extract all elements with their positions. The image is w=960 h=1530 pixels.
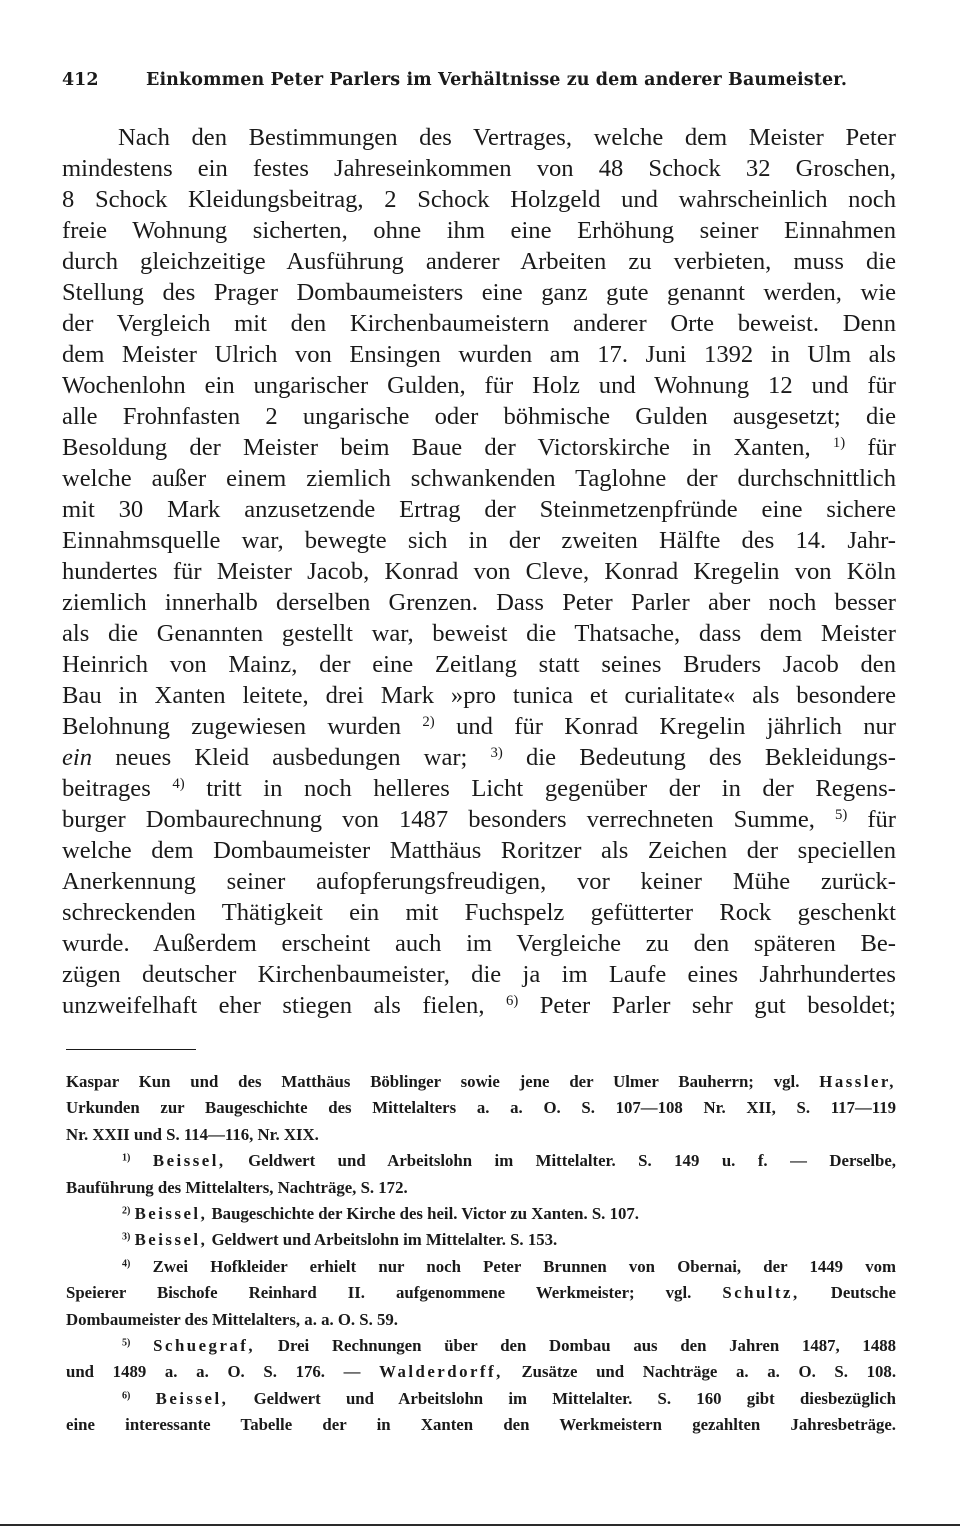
- author-name: Walderdorff,: [379, 1362, 503, 1382]
- page-header: [62, 70, 902, 98]
- footnote-line: Nr. XXII und S. 114—116, Nr. XIX.: [66, 1124, 319, 1144]
- footnote-mark: 3): [122, 1231, 131, 1243]
- footnote-ref: 1): [832, 434, 846, 451]
- text-line: ziemlich innerhalb derselben Grenzen. Dass Peter Parler aber noch besser: [62, 589, 896, 616]
- text-line: mindestens ein festes Jahreseinkommen von 48 Schock 32 Groschen,: [62, 155, 896, 182]
- footnotes: [66, 1069, 896, 1438]
- scan-edge-line: [0, 1524, 960, 1526]
- text-line: als die Genannten gestellt war, beweist die Thatsache, dass dem Meister: [62, 620, 896, 647]
- footnote-divider: [66, 1049, 196, 1050]
- running-title: Einkommen Peter Parlers im Verhältnisse zu dem anderer Baumeister.: [146, 70, 848, 90]
- footnote-line: [66, 1148, 896, 1174]
- author-name: Schultz,: [722, 1283, 800, 1303]
- footnote-line: [66, 1333, 896, 1359]
- text-segment: Drei Rechnungen über den Dombau aus den Jahren 1487, 1488: [277, 1335, 896, 1355]
- text-line: welche dem Dombaumeister Matthäus Roritzer als Zeichen der speciellen: [62, 837, 896, 864]
- text-line: mit 30 Mark anzusetzende Ertrag der Steinmetzenpfründe eine sichere: [62, 496, 896, 523]
- text-line: [62, 432, 896, 463]
- text-line: Anerkennung seiner aufopferungsfreudigen, vor keiner Mühe zurück-: [62, 868, 896, 895]
- author-name: Schuegraf,: [153, 1335, 256, 1355]
- text-segment: Baugeschichte der Kirche des heil. Victor zu Xanten. S. 107.: [211, 1203, 639, 1223]
- footnote-ref: 5): [834, 806, 848, 823]
- emphasis: ein: [62, 744, 93, 771]
- main-text: [62, 122, 896, 1021]
- text-line: Heinrich von Mainz, der eine Zeitlang statt seines Bruders Jacob den: [62, 651, 896, 678]
- footnote-ref: 2): [422, 713, 435, 730]
- text-line: [62, 711, 896, 742]
- footnote-line: Urkunden zur Baugeschichte des Mittelalters a. a. O. S. 107—108 Nr. XII, S. 117—119: [66, 1098, 896, 1118]
- footnote-mark: 6): [122, 1390, 131, 1402]
- text-segment: und für Konrad Kregelin jährlich nur: [456, 713, 896, 740]
- text-line: freie Wohnung sicherten, ohne ihm eine Erhöhung seiner Einnahmen: [62, 217, 896, 244]
- footnote-line: [66, 1201, 896, 1227]
- text-line: schreckenden Thätigkeit ein mit Fuchspelz gefütterter Rock geschenkt: [62, 899, 896, 926]
- footnote-mark: 5): [122, 1337, 131, 1349]
- text-segment: die Bedeutung des Bekleidungs-: [526, 744, 896, 771]
- footnote-line: [66, 1069, 896, 1095]
- text-segment: Zusätze und Nachträge a. a. O. S. 108.: [521, 1362, 897, 1382]
- text-segment: beitrages: [62, 775, 151, 802]
- text-line: Stellung des Prager Dombaumeisters eine ganz gute genannt werden, wie: [62, 279, 896, 306]
- text-line: [62, 773, 896, 804]
- text-segment: Peter Parler sehr gut besoldet;: [539, 992, 896, 1019]
- footnote-ref: 6): [505, 992, 519, 1009]
- text-line: Einnahmsquelle war, bewegte sich in der zweiten Hälfte des 14. Jahr-: [62, 527, 896, 554]
- author-name: Beissel,: [152, 1151, 226, 1171]
- text-line: zügen deutscher Kirchenbaumeister, die ja im Laufe eines Jahrhundertes: [62, 961, 896, 988]
- text-line: 8 Schock Kleidungsbeitrag, 2 Schock Holzgeld und wahrscheinlich noch: [62, 186, 896, 213]
- text-line: Wochenlohn ein ungarischer Gulden, für Holz und Wohnung 12 und für: [62, 372, 896, 399]
- text-segment: Besoldung der Meister beim Baue der Victorskirche in Xanten,: [62, 434, 811, 461]
- text-segment: tritt in noch helleres Licht gegenüber der in der Regens-: [206, 775, 896, 802]
- author-name: Beissel,: [134, 1230, 208, 1250]
- footnote-line: [66, 1386, 896, 1412]
- text-line: welche außer einem ziemlich schwankenden Taglohne der durchschnittlich: [62, 465, 896, 492]
- author-name: Beissel,: [134, 1203, 208, 1223]
- footnote-line: Bauführung des Mittelalters, Nachträge, S. 172.: [66, 1177, 408, 1197]
- footnote-mark: 1): [122, 1152, 131, 1164]
- text-line: Bau in Xanten leitete, drei Mark »pro tunica et curialitate« als besondere: [62, 682, 896, 709]
- text-line: durch gleichzeitige Ausführung anderer Arbeiten zu verbieten, muss die: [62, 248, 896, 275]
- text-segment: Geldwert und Arbeitslohn im Mittelalter. S. 153.: [211, 1230, 558, 1250]
- text-segment: und 1489 a. a. O. S. 176. —: [66, 1362, 361, 1382]
- text-segment: Deutsche: [830, 1283, 896, 1303]
- footnote-line: Dombaumeister des Mittelalters, a. a. O. S. 59.: [66, 1309, 399, 1329]
- text-line: wurde. Außerdem erscheint auch im Vergleiche zu den späteren Be-: [62, 930, 896, 957]
- footnote-mark: 2): [122, 1205, 131, 1217]
- text-segment: Speierer Bischofe Reinhard II. aufgenommene Werkmeister; vgl.: [66, 1283, 692, 1303]
- text-line: dem Meister Ulrich von Ensingen wurden am 17. Juni 1392 in Ulm als: [62, 341, 896, 368]
- footnote-line: [66, 1280, 896, 1306]
- text-segment: für: [867, 434, 896, 461]
- page-number: 412: [62, 70, 99, 90]
- text-segment: Geldwert und Arbeitslohn im Mittelalter. S. 149 u. f. — Derselbe,: [248, 1151, 897, 1171]
- text-line: hundertes für Meister Jacob, Konrad von Cleve, Konrad Kregelin von Köln: [62, 558, 896, 585]
- text-segment: neues Kleid ausbedungen war;: [115, 744, 468, 771]
- footnote-line: [66, 1227, 896, 1253]
- author-name: Hassler,: [819, 1072, 896, 1091]
- footnote-mark: 4): [122, 1258, 131, 1270]
- text-segment: Belohnung zugewiesen wurden: [62, 713, 402, 740]
- text-line: [62, 742, 896, 773]
- footnote-ref: 4): [172, 775, 185, 792]
- text-segment: unzweifelhaft eher stiegen als fielen,: [62, 992, 485, 1019]
- footnote-line: eine interessante Tabelle der in Xanten den Werkmeistern gezahlten Jahresbeträge.: [66, 1415, 896, 1435]
- author-name: Beissel,: [155, 1388, 229, 1408]
- text-segment: Kaspar Kun und des Matthäus Böblinger sowie jene der Ulmer Bauherrn; vgl.: [66, 1072, 800, 1091]
- text-line: Nach den Bestimmungen des Vertrages, welche dem Meister Peter: [118, 124, 896, 151]
- footnote-ref: 3): [490, 744, 503, 761]
- footnote-line: [66, 1359, 896, 1385]
- text-line: [62, 990, 896, 1021]
- text-segment: für: [867, 806, 896, 833]
- text-segment: Zwei Hofkleider erhielt nur noch Peter Brunnen von Obernai, der 1449 vom: [152, 1256, 896, 1276]
- text-line: [62, 804, 896, 835]
- text-line: alle Frohnfasten 2 ungarische oder böhmische Gulden ausgesetzt; die: [62, 403, 896, 430]
- text-segment: Geldwert und Arbeitslohn im Mittelalter. S. 160 gibt diesbezüglich: [253, 1388, 896, 1408]
- text-segment: burger Dombaurechnung von 1487 besonders verrechneten Summe,: [62, 806, 815, 833]
- footnote-line: [66, 1254, 896, 1280]
- text-line: der Vergleich mit den Kirchenbaumeistern anderer Orte beweist. Denn: [62, 310, 896, 337]
